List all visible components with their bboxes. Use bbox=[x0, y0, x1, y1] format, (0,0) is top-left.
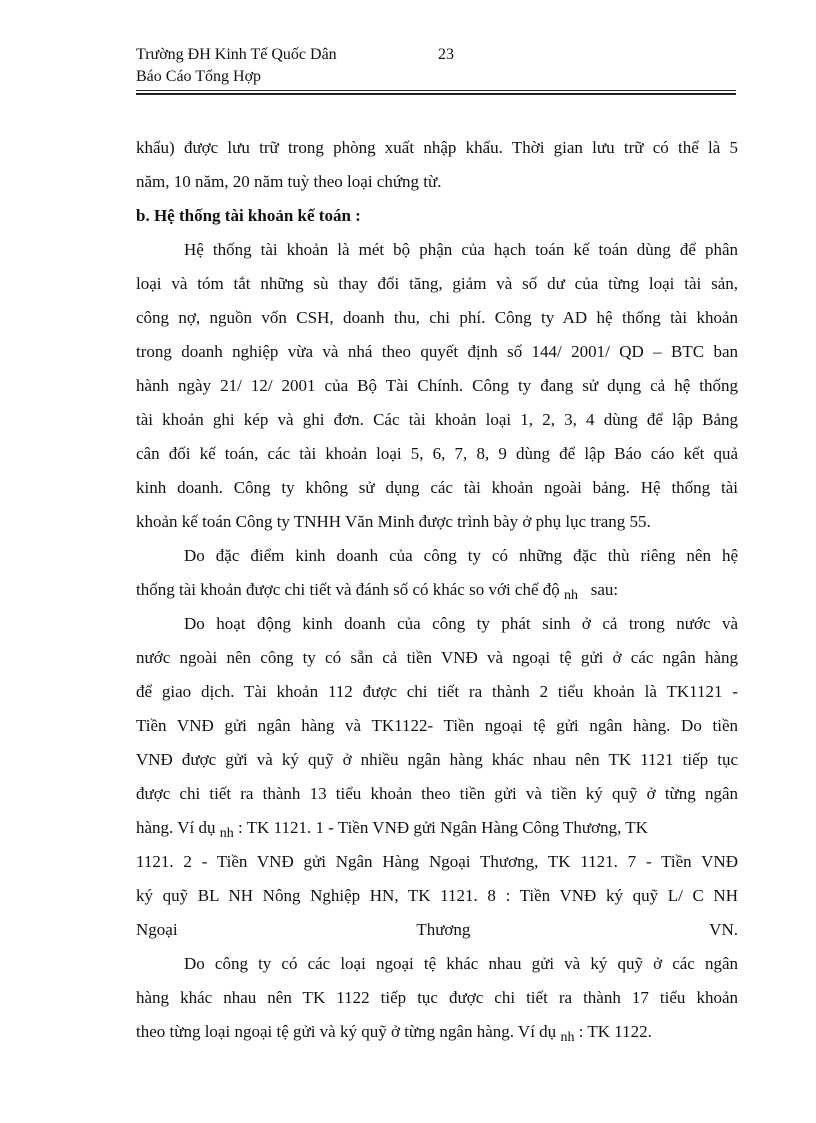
text-line: loại và tóm tắt những sù thay đổi tăng, giảm và số dư của từng loại tài sản, bbox=[136, 274, 738, 293]
text-line: năm, 10 năm, 20 năm tuỳ theo loại chứng từ. bbox=[136, 172, 442, 191]
text-line: hàng khác nhau nên TK 1122 tiếp tục được chi tiết ra thành 17 tiểu khoản bbox=[136, 988, 738, 1007]
text-segment: sau: bbox=[590, 580, 619, 599]
header-rule-thin bbox=[136, 90, 736, 91]
text-line: tài khoản ghi kép và ghi đơn. Các tài khoản loại 1, 2, 3, 4 dùng để lập Bảng bbox=[136, 410, 738, 429]
text-line: ký quỹ BL NH Nông Nghiệp HN, TK 1121. 8 : Tiền VNĐ ký quỹ L/ C NH bbox=[136, 886, 738, 905]
text-segment: thống tài khoản được chi tiết và đánh số có khác so với chế độ bbox=[136, 580, 560, 599]
text-line: để giao dịch. Tài khoản 112 được chi tiết ra thành 2 tiểu khoản là TK1121 - bbox=[136, 682, 738, 701]
text-word: VN. bbox=[709, 920, 738, 939]
text-line: Tiền VNĐ gửi ngân hàng và TK1122- Tiền ngoại tệ gửi ngân hàng. Do tiền bbox=[136, 716, 738, 735]
text-line: khẩu) được lưu trữ trong phòng xuất nhập khẩu. Thời gian lưu trữ có thể là 5 bbox=[136, 138, 738, 157]
text-word: Thương bbox=[416, 920, 471, 939]
page-header bbox=[136, 44, 736, 88]
text-line: hành ngày 21/ 12/ 2001 của Bộ Tài Chính. Công ty đang sử dụng cả hệ thống bbox=[136, 376, 738, 395]
section-heading: b. Hệ thống tài khoản kế toán : bbox=[136, 206, 361, 225]
text-subscript: nh bbox=[219, 826, 234, 841]
text-segment: : TK 1122. bbox=[578, 1022, 652, 1041]
report-title: Báo Cáo Tổng Hợp bbox=[136, 68, 262, 85]
text-line: được chi tiết ra thành 13 tiểu khoản theo tiền gửi và tiền ký quỹ ở từng ngân bbox=[136, 784, 738, 803]
text-word: Ngoại bbox=[136, 920, 178, 939]
header-line-1 bbox=[136, 44, 736, 66]
page-number: 23 bbox=[438, 46, 454, 63]
school-name: Trường ĐH Kinh Tế Quốc Dân bbox=[136, 46, 337, 63]
text-line bbox=[136, 1015, 738, 1049]
text-line: kinh doanh. Công ty không sử dụng các tài khoản ngoài bảng. Hệ thống tài bbox=[136, 478, 738, 497]
text-segment: hàng. Ví dụ bbox=[136, 818, 216, 837]
text-line: Hệ thống tài khoản là mét bộ phận của hạch toán kế toán dùng để phân bbox=[184, 240, 738, 259]
text-subscript: nh bbox=[564, 588, 579, 603]
text-segment: : TK 1121. 1 - Tiền VNĐ gửi Ngân Hàng Công Thương, TK bbox=[238, 818, 648, 837]
text-line: công nợ, nguồn vốn CSH, doanh thu, chi phí. Công ty AD hệ thống tài khoản bbox=[136, 308, 738, 327]
text-line bbox=[136, 811, 738, 845]
text-line: Do công ty có các loại ngoại tệ khác nhau gửi và ký quỹ ở các ngân bbox=[184, 954, 738, 973]
text-line: Do hoạt động kinh doanh của công ty phát sinh ở cả trong nước và bbox=[184, 614, 738, 633]
document-body bbox=[136, 131, 738, 1049]
text-line: nước ngoài nên công ty có sẵn cả tiền VNĐ và ngoại tệ gửi ở các ngân hàng bbox=[136, 648, 738, 667]
text-line: Do đặc điểm kinh doanh của công ty có những đặc thù riêng nên hệ bbox=[184, 546, 738, 565]
text-segment: theo từng loại ngoại tệ gửi và ký quỹ ở từng ngân hàng. Ví dụ bbox=[136, 1022, 557, 1041]
text-line bbox=[136, 913, 738, 947]
text-line: cân đối kế toán, các tài khoản loại 5, 6, 7, 8, 9 dùng để lập Báo cáo kết quả bbox=[136, 444, 738, 463]
text-line: VNĐ được gửi và ký quỹ ở nhiều ngân hàng khác nhau nên TK 1121 tiếp tục bbox=[136, 750, 738, 769]
text-line: 1121. 2 - Tiền VNĐ gửi Ngân Hàng Ngoại Thương, TK 1121. 7 - Tiền VNĐ bbox=[136, 852, 738, 871]
text-line: trong doanh nghiệp vừa và nhá theo quyết định số 144/ 2001/ QD – BTC ban bbox=[136, 342, 738, 361]
text-subscript: nh bbox=[560, 1030, 575, 1045]
header-rule-thick bbox=[136, 93, 736, 95]
text-line: khoản kế toán Công ty TNHH Văn Minh được trình bày ở phụ lục trang 55. bbox=[136, 512, 651, 531]
text-line bbox=[136, 573, 738, 607]
